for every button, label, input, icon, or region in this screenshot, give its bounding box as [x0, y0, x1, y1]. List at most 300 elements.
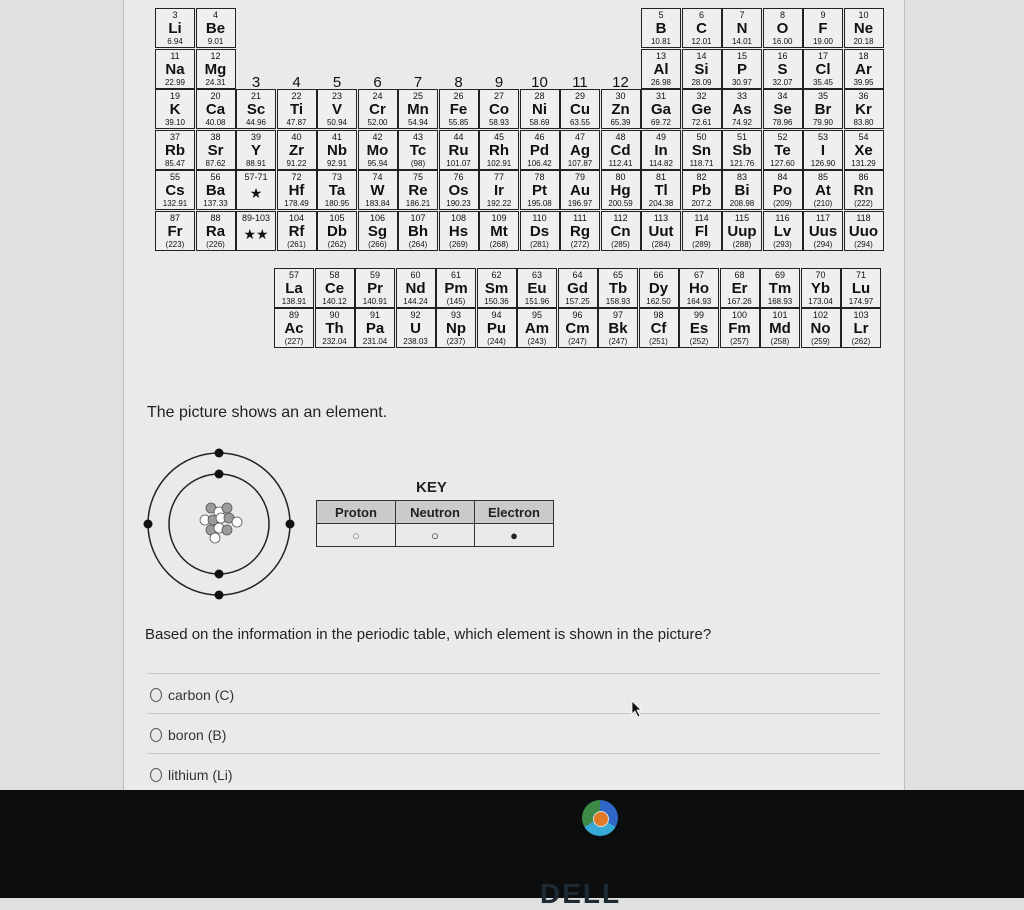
atomic-number: 56 [210, 172, 221, 182]
atomic-number: 71 [855, 270, 866, 280]
option-boron[interactable] [150, 727, 226, 743]
atomic-mass: (237) [446, 337, 466, 346]
element-symbol: Mt [490, 222, 508, 240]
element-lr [841, 308, 881, 348]
element-cn [601, 211, 641, 251]
option-carbon[interactable] [150, 687, 234, 703]
element-symbol: Zr [289, 141, 304, 159]
element-symbol: Lv [773, 222, 792, 240]
atomic-mass: (284) [651, 239, 671, 249]
element-fm [720, 308, 760, 348]
atomic-mass: 207.2 [691, 199, 712, 208]
element-cd [601, 130, 641, 170]
atomic-number: 66 [653, 270, 664, 280]
element-symbol: Eu [527, 280, 547, 297]
element-np [436, 308, 476, 348]
atomic-number: 28 [534, 91, 545, 101]
atomic-number: 89 [288, 310, 299, 320]
atomic-mass: 140.12 [322, 297, 347, 306]
element-symbol: Zn [611, 101, 630, 118]
intro-text: The picture shows an an element. [147, 404, 388, 421]
element-bi [722, 170, 762, 210]
atomic-mass: 35.45 [812, 77, 834, 87]
element-os [439, 170, 479, 210]
element-symbol: Co [489, 101, 509, 118]
atomic-mass: (223) [165, 239, 185, 249]
atomic-number: 53 [817, 131, 828, 142]
atomic-mass: 157.25 [565, 297, 590, 306]
atomic-number: 26 [453, 91, 464, 101]
radio-button[interactable] [150, 768, 162, 782]
atomic-number: 23 [331, 91, 342, 101]
option-label: boron (B) [168, 727, 227, 743]
atomic-number: 46 [534, 131, 545, 142]
element-symbol: Lu [851, 280, 871, 297]
element-rn [844, 170, 884, 210]
atomic-number: 61 [450, 270, 461, 280]
chrome-icon[interactable] [582, 800, 618, 836]
element-fe [439, 89, 479, 129]
atomic-number: 36 [858, 91, 869, 101]
element-symbol: Mg [204, 60, 227, 78]
atomic-number: 113 [653, 212, 669, 223]
atomic-number: 79 [574, 172, 585, 182]
element-symbol: Ne [853, 20, 874, 37]
element-symbol: Mo [366, 141, 389, 159]
atomic-mass: 140.91 [362, 297, 388, 306]
atomic-number: 111 [573, 212, 587, 223]
atomic-mass: 63.55 [569, 118, 591, 127]
atomic-mass: 114.82 [649, 158, 673, 168]
atomic-number: 81 [655, 172, 666, 182]
element-u [396, 308, 436, 348]
atomic-mass: 79.90 [812, 118, 834, 127]
element-symbol: Au [570, 182, 590, 199]
atomic-mass: 200.59 [608, 199, 633, 208]
atomic-number: 80 [615, 172, 626, 182]
radio-button[interactable] [150, 728, 162, 742]
atomic-number: 109 [491, 212, 507, 223]
element-tc [398, 130, 438, 170]
element-uut [641, 211, 681, 251]
atomic-number: 50 [696, 131, 707, 142]
electron-symbol: ● [475, 524, 554, 547]
element-symbol: Mn [407, 101, 429, 118]
atomic-mass: 19.00 [812, 37, 834, 46]
atomic-mass: (269) [449, 239, 468, 249]
atomic-number: 103 [853, 310, 869, 320]
element-pb [682, 170, 722, 210]
element-symbol: Yb [810, 280, 831, 297]
atomic-mass: (145) [446, 297, 466, 306]
element-symbol: Nd [405, 280, 426, 297]
atomic-number: 43 [412, 131, 423, 142]
atomic-number: 5 [658, 10, 664, 20]
atomic-number: 25 [412, 91, 423, 101]
element-symbol: Am [524, 320, 550, 337]
element-symbol: Li [168, 20, 182, 37]
element-es [679, 308, 719, 348]
element-symbol: Ga [650, 101, 671, 118]
atomic-mass: 232.04 [322, 337, 347, 346]
atomic-mass: 32.07 [772, 77, 793, 87]
atomic-number: 115 [734, 212, 750, 223]
atomic-number: 18 [858, 50, 869, 61]
atomic-number: 16 [777, 50, 788, 61]
element-symbol: Rn [853, 182, 874, 199]
element-li [155, 8, 195, 48]
element-ba [196, 170, 236, 210]
atomic-mass: (264) [408, 239, 428, 249]
element-symbol: Sr [207, 141, 224, 159]
atomic-mass: 231.04 [362, 337, 388, 346]
element-symbol: Sm [484, 280, 509, 297]
atomic-number: 41 [331, 131, 342, 142]
proton [222, 503, 232, 513]
atomic-number: 42 [372, 131, 383, 142]
atomic-number: 40 [291, 131, 302, 142]
atomic-mass: 55.85 [448, 118, 469, 127]
divider [147, 713, 880, 714]
atomic-number: 24 [372, 91, 383, 101]
atomic-mass: (252) [689, 337, 709, 346]
element-symbol: Rb [165, 141, 185, 159]
element-symbol: Na [165, 60, 185, 78]
atomic-mass: 164.93 [686, 297, 712, 306]
dell-logo: DELL [540, 878, 622, 909]
atomic-mass: (261) [287, 239, 306, 249]
atomic-number: 57-71 [244, 172, 268, 182]
atomic-mass: (243) [527, 337, 547, 346]
mouse-cursor-icon [631, 700, 643, 718]
atomic-number: 14 [696, 50, 707, 61]
atomic-mass: 16.00 [772, 37, 793, 46]
element-ce [315, 268, 355, 308]
element-symbol: O [776, 20, 789, 37]
element-no [801, 308, 841, 348]
element-sn [682, 130, 722, 170]
element-zn [601, 89, 641, 129]
element-symbol: ★ [249, 185, 263, 201]
element-symbol: At [815, 182, 831, 199]
atomic-mass: 9.01 [207, 37, 224, 46]
element-tm [760, 268, 800, 308]
atomic-mass: 85.47 [164, 158, 186, 168]
atomic-mass: 72.61 [691, 118, 712, 127]
element-symbol: Xe [854, 141, 873, 159]
atomic-mass: 144.24 [403, 297, 428, 306]
proton [222, 525, 232, 535]
atomic-number: 52 [777, 131, 788, 142]
element-symbol: Dy [648, 280, 669, 297]
element-xe [844, 130, 884, 170]
proton-symbol: ○ [317, 524, 396, 547]
atomic-mass: 238.03 [403, 337, 428, 346]
atomic-number: 22 [291, 91, 302, 101]
element-er [720, 268, 760, 308]
element-rh [479, 130, 519, 170]
atomic-number: 96 [572, 310, 583, 320]
option-label: carbon (C) [168, 687, 235, 703]
element-br [803, 89, 843, 129]
atomic-mass: (285) [611, 239, 630, 249]
atomic-mass: 101.07 [446, 158, 471, 168]
element-symbol: Ni [532, 101, 547, 118]
atomic-mass: 54.94 [407, 118, 429, 127]
atomic-number: 108 [450, 212, 467, 223]
atomic-mass: (294) [813, 239, 833, 249]
element-symbol: Si [694, 60, 709, 78]
atomic-number: 11 [170, 50, 180, 61]
atomic-number: 39 [250, 131, 261, 142]
element-ir [479, 170, 519, 210]
atomic-number: 15 [736, 50, 747, 61]
element-symbol: I [820, 141, 826, 159]
element-symbol: Pu [486, 320, 507, 337]
element-hf [277, 170, 317, 210]
element-symbol: Fl [694, 222, 709, 240]
element-cu [560, 89, 600, 129]
atomic-mass: 178.49 [284, 199, 309, 208]
atomic-mass: 14.01 [731, 37, 753, 46]
element-na [155, 49, 195, 89]
element-symbol: Rg [570, 222, 590, 240]
atomic-number: 110 [532, 212, 547, 223]
element-co [479, 89, 519, 129]
atomic-number: 88 [210, 212, 221, 223]
atomic-mass: (288) [732, 239, 752, 249]
atomic-number: 44 [453, 131, 464, 142]
atomic-number: 93 [450, 310, 461, 320]
element-cf [639, 308, 679, 348]
element-ge [682, 89, 722, 129]
atomic-number: 10 [858, 10, 869, 20]
element-symbol: Uuo [848, 222, 879, 240]
element-po [763, 170, 803, 210]
element-pr [355, 268, 395, 308]
atomic-mass: (222) [854, 199, 873, 208]
option-lithium[interactable] [150, 767, 233, 783]
atomic-mass: 26.98 [650, 77, 672, 87]
element-uup [722, 211, 762, 251]
atomic-mass: (258) [770, 337, 790, 346]
element-th [315, 308, 355, 348]
atomic-number: 86 [858, 172, 869, 182]
atomic-number: 117 [815, 212, 831, 223]
element-fl [682, 211, 722, 251]
element-symbol: B [655, 20, 667, 37]
element-b [641, 8, 681, 48]
element-sc [236, 89, 276, 129]
element-symbol: Ho [689, 280, 709, 297]
atomic-mass: 180.95 [324, 199, 350, 208]
element-symbol: Fr [167, 222, 183, 240]
atomic-mass: 102.91 [486, 158, 512, 168]
element-symbol: F [818, 20, 828, 37]
electron [215, 449, 224, 458]
element-symbol: Cl [815, 60, 831, 78]
element-symbol: Pt [532, 182, 547, 199]
element-symbol: K [169, 101, 181, 118]
electron [215, 470, 224, 479]
atomic-mass: 107.87 [567, 158, 593, 168]
nucleus [200, 503, 242, 543]
atomic-mass: 69.72 [650, 118, 672, 127]
atomic-mass: 174.97 [848, 297, 874, 306]
atomic-mass: 186.21 [405, 199, 431, 208]
element-symbol: Gd [567, 280, 588, 297]
element-symbol: Be [205, 20, 226, 37]
element-y [236, 130, 276, 170]
atomic-mass: (293) [773, 239, 792, 249]
element-symbol: Sc [246, 101, 266, 118]
element-sr [196, 130, 236, 170]
element-symbol: Lr [853, 320, 869, 337]
atomic-number: 60 [410, 270, 421, 280]
atomic-number: 105 [329, 212, 345, 223]
element-mn [398, 89, 438, 129]
atomic-number: 101 [772, 310, 788, 320]
element-pa [355, 308, 395, 348]
element-am [517, 308, 557, 348]
element-mo [358, 130, 398, 170]
atomic-number: 112 [613, 212, 628, 223]
atomic-number: 72 [291, 172, 302, 182]
atomic-number: 87 [169, 212, 180, 223]
group-label: 8 [454, 74, 463, 91]
atomic-number: 107 [410, 212, 426, 223]
atomic-number: 49 [655, 131, 666, 142]
element-pu [477, 308, 517, 348]
atomic-mass: 126.90 [810, 158, 836, 168]
atomic-number: 118 [856, 212, 871, 223]
element-w [358, 170, 398, 210]
element-symbol: Tl [654, 182, 668, 199]
atomic-mass: 87.62 [205, 158, 226, 168]
atomic-mass: 78.96 [772, 118, 793, 127]
element-hg [601, 170, 641, 210]
atomic-mass: (226) [206, 239, 225, 249]
atomic-mass: 30.97 [731, 77, 753, 87]
element-symbol: Fm [728, 320, 751, 337]
atomic-number: 38 [210, 131, 221, 142]
atomic-number: 55 [169, 172, 180, 182]
atomic-mass: 6.94 [167, 37, 183, 46]
atomic-number: 12 [210, 50, 221, 61]
element-tb [598, 268, 638, 308]
element-ds [520, 211, 560, 251]
atomic-number: 70 [815, 270, 826, 280]
atomic-number: 37 [169, 131, 180, 142]
atomic-number: 78 [534, 172, 545, 182]
atomic-number: 75 [412, 172, 423, 182]
element-symbol: W [370, 182, 385, 199]
atomic-mass: 91.22 [286, 158, 307, 168]
element-bk [598, 308, 638, 348]
element-symbol: Ce [324, 280, 345, 297]
element-dy [639, 268, 679, 308]
element-symbol: Po [772, 182, 793, 199]
atomic-number: 8 [779, 10, 785, 20]
element-i [803, 130, 843, 170]
atomic-mass: 20.18 [853, 37, 874, 46]
atomic-number: 30 [615, 91, 626, 101]
atomic-number: 31 [655, 91, 666, 101]
element-symbol: Br [814, 101, 832, 118]
atomic-number: 77 [493, 172, 504, 182]
element-symbol: Pb [691, 182, 712, 199]
neutron-symbol: ○ [396, 524, 475, 547]
element-symbol: Ar [855, 60, 872, 78]
atomic-number: 69 [774, 270, 785, 280]
element-symbol: Uup [727, 222, 757, 240]
element-se [763, 89, 803, 129]
element-symbol: Cr [369, 101, 386, 118]
atomic-number: 47 [574, 131, 585, 142]
element-symbol: Cu [570, 101, 590, 118]
element-symbol: Cd [610, 141, 631, 159]
atomic-mass: 58.69 [529, 118, 550, 127]
group-label: 11 [572, 74, 588, 91]
element-symbol: N [736, 20, 748, 37]
atomic-mass: (272) [570, 239, 590, 249]
atomic-mass: 183.84 [365, 199, 390, 208]
atomic-number: 57 [288, 270, 299, 280]
element-symbol: Md [769, 320, 791, 337]
element-symbol: C [696, 20, 707, 37]
atomic-mass: 40.08 [205, 118, 226, 127]
element-symbol: Pa [365, 320, 385, 337]
atomic-number: 82 [696, 172, 707, 182]
element-symbol: Kr [855, 101, 872, 118]
element-s [763, 49, 803, 89]
element-symbol: Re [408, 182, 428, 199]
group-label: 5 [332, 74, 342, 91]
atomic-mass: 112.41 [608, 158, 633, 168]
atomic-mass: 167.26 [727, 297, 752, 306]
key-header-proton: Proton [317, 501, 396, 524]
atomic-number: 13 [655, 50, 666, 61]
atomic-number: 73 [331, 172, 342, 182]
element-ti [277, 89, 317, 129]
group-label: 6 [373, 74, 382, 91]
element-symbol: Ta [328, 182, 346, 199]
atomic-mass: 196.97 [567, 199, 593, 208]
neutron [232, 517, 242, 527]
atomic-mass: (251) [649, 337, 668, 346]
atomic-mass: 162.50 [646, 297, 671, 306]
atomic-number: 102 [812, 310, 829, 320]
element-symbol: Fe [449, 101, 468, 118]
element-mt [479, 211, 519, 251]
radio-button[interactable] [150, 688, 162, 702]
element-symbol: Ru [448, 141, 469, 159]
element-ne [844, 8, 884, 48]
element-db [317, 211, 357, 251]
element-symbol: Uus [808, 222, 838, 240]
element-o [763, 8, 803, 48]
atomic-number: 90 [329, 310, 340, 320]
atomic-number: 104 [288, 212, 305, 223]
element-symbol: Os [448, 182, 469, 199]
group-label: 10 [531, 74, 548, 91]
element-series-placeholder [236, 211, 276, 251]
element-symbol: Bh [408, 222, 428, 240]
element-n [722, 8, 762, 48]
element-symbol: No [810, 320, 831, 337]
element-symbol: Sb [732, 141, 752, 159]
atomic-number: 76 [453, 172, 464, 182]
